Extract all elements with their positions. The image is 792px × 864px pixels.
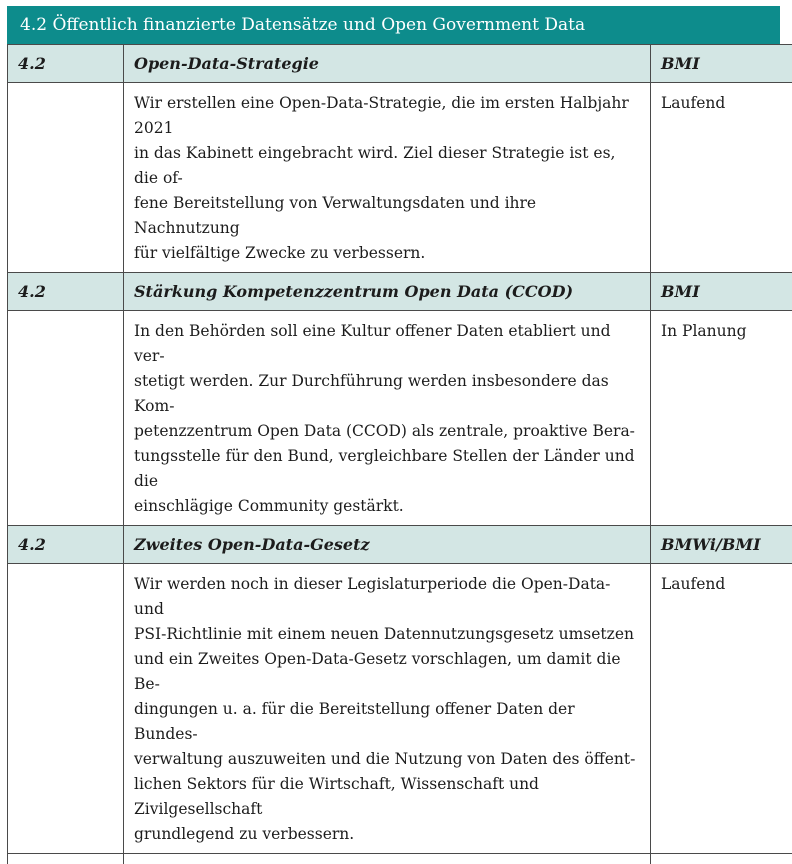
description-line: für vielfältige Zwecke zu verbessern. [134,241,640,266]
description-line: einschlägige Community gestärkt. [134,494,640,519]
measure-status: In Planung [651,311,792,526]
description-line: verwaltung auszuweiten und die Nutzung von Daten des öffent- [134,747,640,772]
description-line: fene Bereitstellung von Verwaltungsdaten und ihre Nachnutzung [134,191,640,241]
measure-description [124,311,651,526]
responsible-ministry: BMWi/BMI [651,526,792,564]
measure-body-row [8,83,792,273]
description-line: Wir erstellen eine Open-Data-Strategie, die im ersten Halbjahr 2021 [134,91,640,141]
description-line: tungsstelle für den Bund, vergleichbare Stellen der Länder und die [134,444,640,494]
description-line: dingungen u. a. für die Bereitstellung offener Daten der Bundes- [134,697,640,747]
measure-body-row [8,564,792,854]
table-continuation [8,854,792,864]
description-line: stetigt werden. Zur Durchführung werden insbesondere das Kom- [134,369,640,419]
description-line: und ein Zweites Open-Data-Gesetz vorschlagen, um damit die Be- [134,647,640,697]
measure-header-row [8,273,792,311]
measure-status: Laufend [651,564,792,854]
measure-title: Open-Data-Strategie [124,45,651,83]
description-line: petenzzentrum Open Data (CCOD) als zentrale, proaktive Bera- [134,419,640,444]
measure-header-row [8,526,792,564]
description-line: PSI-Richtlinie mit einem neuen Datennutzungsgesetz umsetzen [134,622,640,647]
empty-cell [8,311,124,526]
description-line: Wir werden noch in dieser Legislaturperiode die Open-Data- und [134,572,640,622]
measures-table [7,44,792,864]
measure-body-row [8,311,792,526]
responsible-ministry: BMI [651,273,792,311]
measure-description [124,564,651,854]
empty-cell [8,564,124,854]
measure-number: 4.2 [8,526,124,564]
continuation-cell [8,854,124,864]
measure-number: 4.2 [8,45,124,83]
section-title: 4.2 Öffentlich finanzierte Datensätze und Open Government Data [7,6,780,44]
responsible-ministry: BMI [651,45,792,83]
description-line: grundlegend zu verbessern. [134,822,640,847]
empty-cell [8,83,124,273]
measure-number: 4.2 [8,273,124,311]
measure-header-row [8,45,792,83]
description-line: In den Behörden soll eine Kultur offener Daten etabliert und ver- [134,319,640,369]
continuation-cell [651,854,792,864]
description-line: in das Kabinett eingebracht wird. Ziel dieser Strategie ist es, die of- [134,141,640,191]
measure-description [124,83,651,273]
continuation-cell [124,854,651,864]
measure-status: Laufend [651,83,792,273]
measure-title: Stärkung Kompetenzzentrum Open Data (CCOD) [124,273,651,311]
measure-title: Zweites Open-Data-Gesetz [124,526,651,564]
description-line: lichen Sektors für die Wirtschaft, Wissenschaft und Zivilgesellschaft [134,772,640,822]
